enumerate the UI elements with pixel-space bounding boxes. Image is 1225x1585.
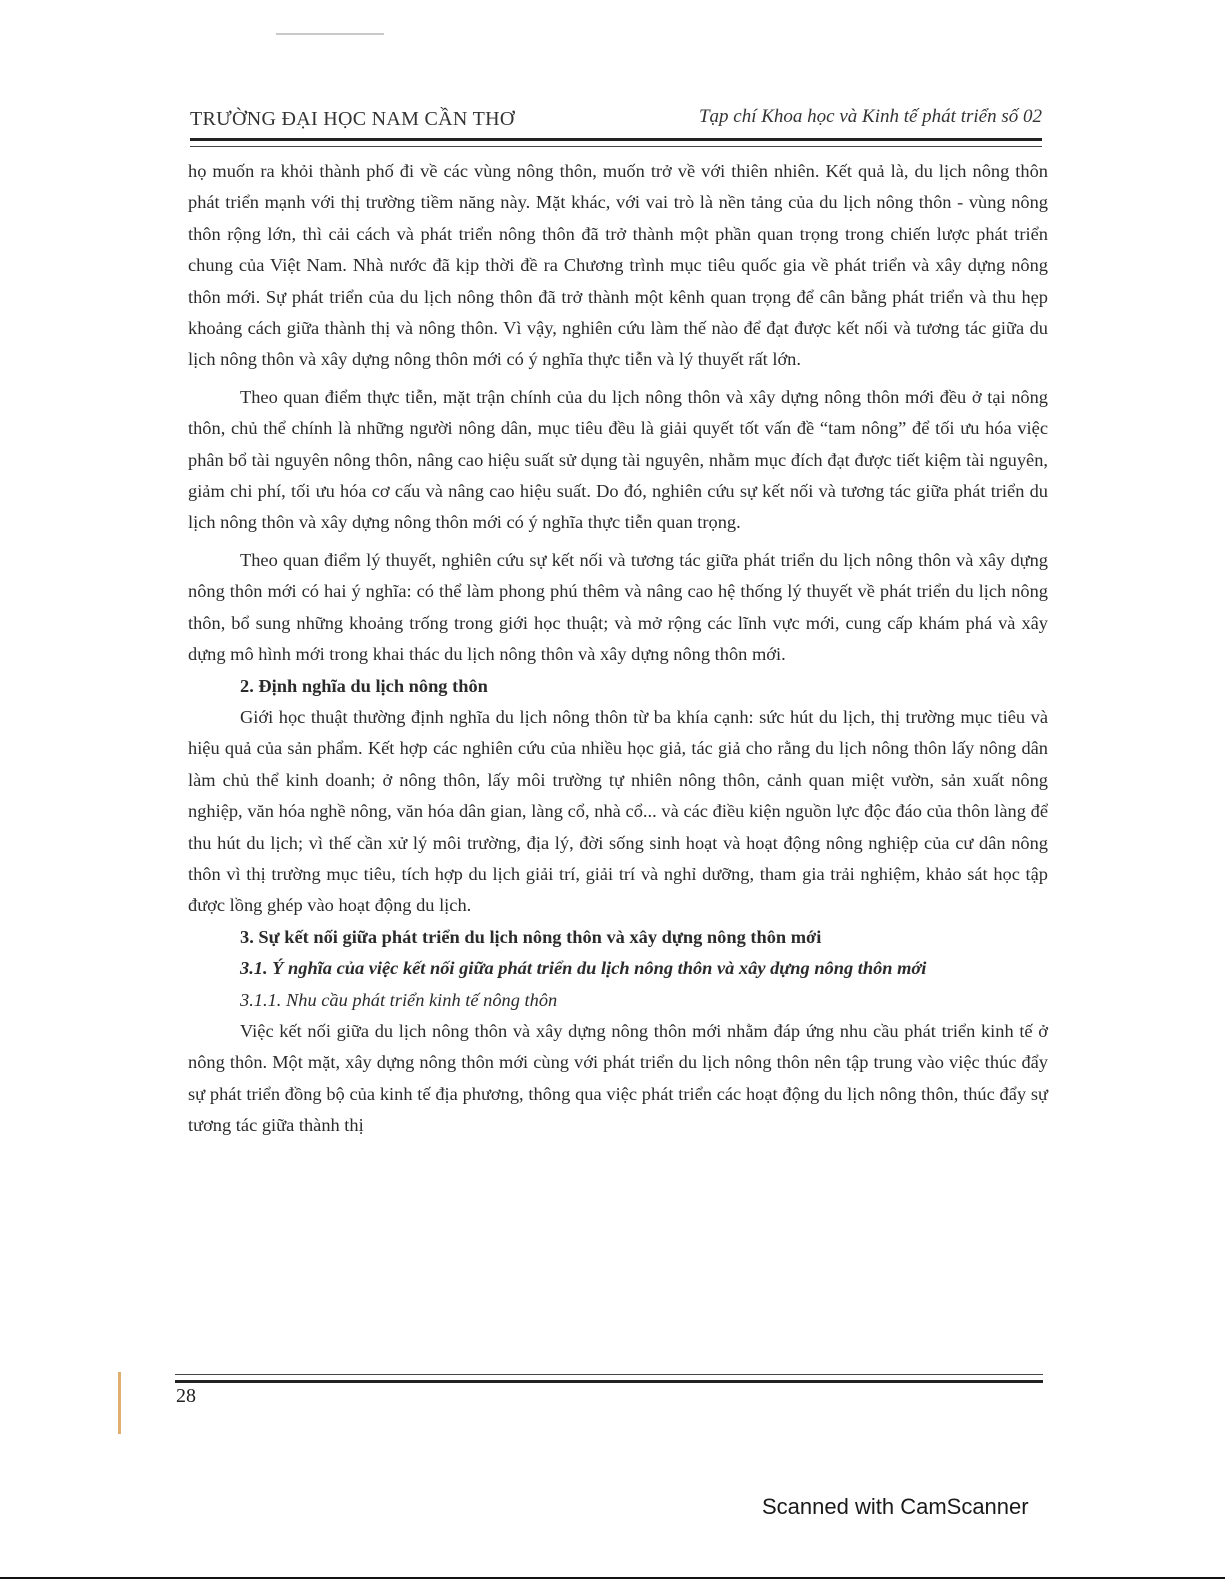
running-header (190, 104, 1042, 138)
header-journal: Tạp chí Khoa học và Kinh tế phát triển số 02 (698, 106, 1042, 127)
header-university: TRƯỜNG ĐẠI HỌC NAM CẦN THƠ (190, 108, 515, 130)
camscanner-watermark: Scanned with CamScanner (762, 1494, 1029, 1519)
section-heading-3: 3. Sự kết nối giữa phát triển du lịch nông thôn và xây dựng nông thôn mới (240, 926, 822, 947)
paragraph-practical-view: Theo quan điểm thực tiễn, mặt trận chính của du lịch nông thôn và xây dựng nông thôn mới đều ở tại nông thôn, chủ thể chính là những người nông dân, mục tiêu đều là giải quyết tốt vấn đề “tam nông” để tối ưu hóa việc phân bổ tài nguyên nông thôn, nâng cao hiệu suất sử dụng tài nguyên, nhằm mục đích đạt được tiết kiệm tài nguyên, giảm chi phí, tối ưu hóa cơ cấu và nâng cao hiệu suất. Do đó, nghiên cứu sự kết nối và tương tác giữa phát triển du lịch nông thôn và xây dựng nông thôn mới có ý nghĩa thực tiễn quan trọng. (188, 386, 1048, 533)
paragraph-definition: Giới học thuật thường định nghĩa du lịch nông thôn từ ba khía cạnh: sức hút du lịch, thị trường mục tiêu và hiệu quả của sản phẩm. Kết hợp các nghiên cứu của nhiều học giả, tác giả cho rằng du lịch nông thôn lấy nông dân làm chủ thể kinh doanh; ở nông thôn, lấy môi trường tự nhiên nông thôn, cảnh quan miệt vườn, sản xuất nông nghiệp, văn hóa nghề nông, văn hóa dân gian, làng cổ, nhà cổ... và các điều kiện nguồn lực độc đáo của thôn làng để thu hút du lịch; vì thế cần xử lý môi trường, địa lý, đời sống sinh hoạt và hoạt động nông nghiệp của cư dân nông thôn vì thị trường mục tiêu, tích hợp du lịch giải trí, giải trí và nghỉ dưỡng, tham gia trải nghiệm, khảo sát học tập được lồng ghép vào hoạt động du lịch. (188, 706, 1048, 916)
page-number: 28 (176, 1385, 196, 1407)
section-heading-3-1: 3.1. Ý nghĩa của việc kết nối giữa phát triển du lịch nông thôn và xây dựng nông thôn mới (240, 958, 927, 979)
scan-smudge (276, 33, 384, 35)
section-heading-3-1-1: 3.1.1. Nhu cầu phát triển kinh tế nông thôn (240, 989, 558, 1010)
bottom-edge-rule (0, 1577, 1225, 1579)
paragraph-theoretical-view: Theo quan điểm lý thuyết, nghiên cứu sự kết nối và tương tác giữa phát triển du lịch nông thôn và xây dựng nông thôn mới có hai ý nghĩa: có thể làm phong phú thêm và nâng cao hệ thống lý thuyết về phát triển du lịch nông thôn, bổ sung những khoảng trống trong giới học thuật; và mở rộng các lĩnh vực mới, cung cấp khám phá và xây dựng mô hình mới trong khai thác du lịch nông thôn và xây dựng nông thôn mới. (188, 549, 1048, 665)
header-rule (190, 138, 1042, 147)
article-body (188, 156, 1048, 1142)
paragraph-intro-continued: họ muốn ra khỏi thành phố đi về các vùng nông thôn, muốn trở về với thiên nhiên. Kết quả là, du lịch nông thôn phát triển mạnh với thị trường tiềm năng này. Mặt khác, với vai trò là nền tảng của du lịch nông thôn - vùng nông thôn rộng lớn, thì cải cách và phát triển nông thôn đã trở thành một phần quan trọng trong chiến lược phát triển chung của Việt Nam. Nhà nước đã kịp thời đề ra Chương trình mục tiêu quốc gia về phát triển và xây dựng nông thôn mới. Sự phát triển của du lịch nông thôn đã trở thành một kênh quan trọng để cân bằng phát triển và thu hẹp khoảng cách giữa thành thị và nông thôn. Vì vậy, nghiên cứu làm thế nào để đạt được kết nối và tương tác giữa du lịch nông thôn và xây dựng nông thôn mới có ý nghĩa thực tiễn và lý thuyết rất lớn. (188, 161, 1048, 370)
section-heading-2: 2. Định nghĩa du lịch nông thôn (240, 675, 488, 696)
paragraph-economic-needs: Việc kết nối giữa du lịch nông thôn và xây dựng nông thôn mới nhằm đáp ứng nhu cầu phát triển kinh tế ở nông thôn. Một mặt, xây dựng nông thôn mới cùng với phát triển du lịch nông thôn nên tập trung vào việc thúc đẩy sự phát triển đồng bộ của kinh tế địa phương, thông qua việc phát triển các hoạt động du lịch nông thôn, thúc đẩy sự tương tác giữa thành thị (188, 1020, 1048, 1136)
footer-rule (175, 1374, 1043, 1383)
scan-edge-mark (118, 1372, 121, 1434)
